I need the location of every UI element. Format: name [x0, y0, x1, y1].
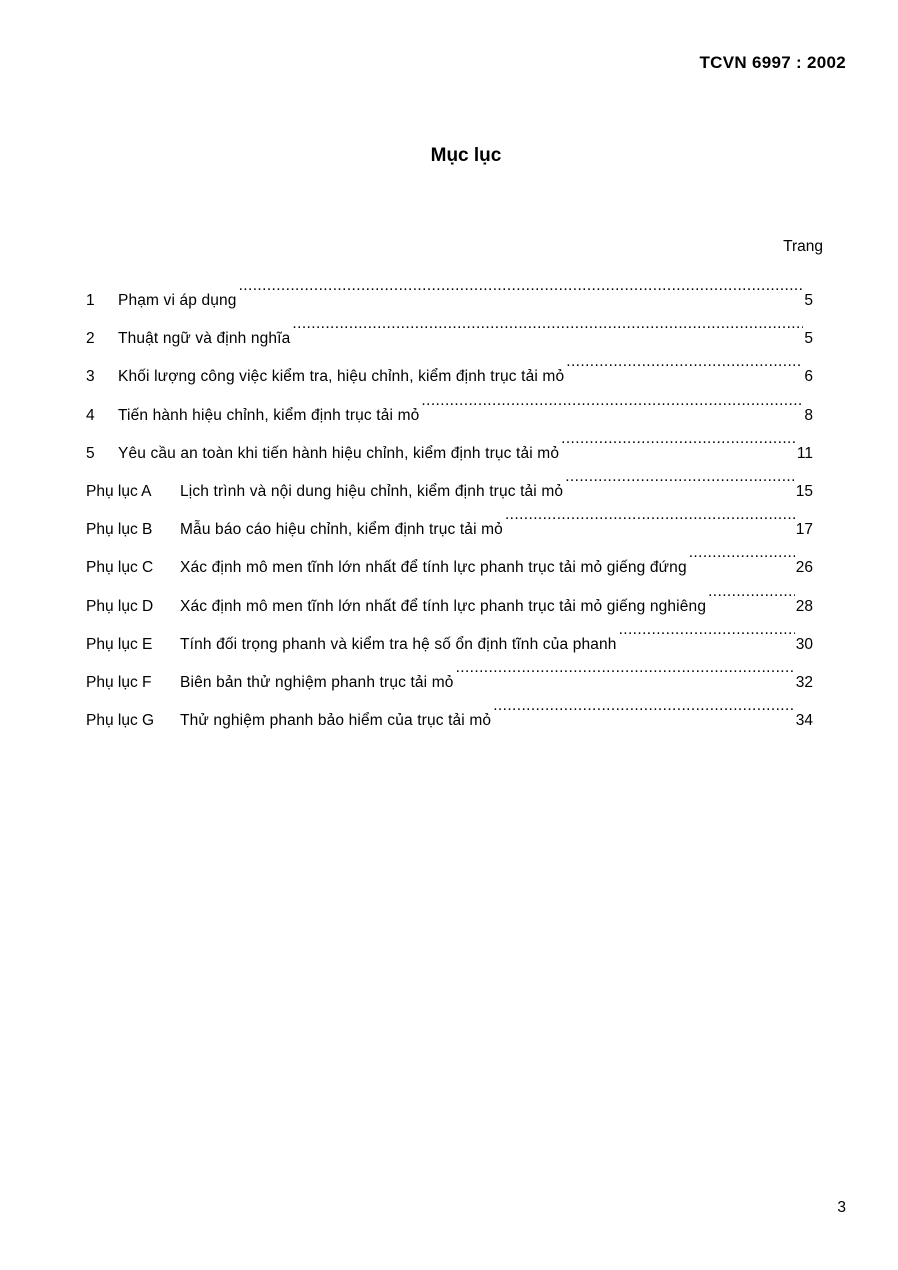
toc-entry-title: Thử nghiệm phanh bảo hiểm của trục tải mỏ — [180, 712, 492, 730]
toc-entry-page: 30 — [795, 635, 813, 653]
toc-entry-number: Phụ lục B — [86, 521, 153, 539]
toc-entry-title: Mẫu báo cáo hiệu chỉnh, kiểm định trục tải mỏ — [180, 521, 503, 539]
dot-leader — [708, 573, 795, 611]
toc-entry-number: 2 — [86, 330, 95, 348]
toc-entry-title: Xác định mô men tĩnh lớn nhất để tính lực phanh trục tải mỏ giếng nghiêng — [180, 597, 707, 615]
toc-entry — [86, 267, 813, 309]
toc-entry-number: 4 — [86, 406, 95, 424]
toc-entry-page: 5 — [804, 292, 813, 309]
toc-entry-number: Phụ lục F — [86, 673, 152, 691]
toc-entry-number: 5 — [86, 444, 95, 462]
toc-entry-number: Phụ lục G — [86, 712, 155, 730]
toc-entry-title: Tiến hành hiệu chỉnh, kiểm định trục tải mỏ — [118, 406, 420, 424]
dot-leader — [561, 420, 796, 458]
toc-entry-page: 11 — [796, 444, 813, 462]
toc-entry-page: 26 — [795, 559, 813, 577]
toc-entry-title: Tính đối trọng phanh và kiểm tra hệ số ổn định tĩnh của phanh — [180, 635, 617, 653]
toc-entry-title: Phạm vi áp dụng — [118, 292, 237, 309]
dot-leader — [689, 534, 795, 572]
dot-leader — [566, 343, 803, 381]
toc-entry-page: 5 — [804, 330, 813, 348]
page-column-label: Trang — [783, 238, 823, 255]
toc-entry-number: Phụ lục E — [86, 635, 153, 653]
toc-entry-page: 34 — [795, 712, 813, 730]
dot-leader — [292, 305, 803, 343]
toc-entry-page: 8 — [804, 406, 813, 424]
toc-entry-number: Phụ lục A — [86, 482, 152, 500]
dot-leader — [493, 687, 795, 725]
dot-leader — [421, 382, 803, 420]
toc-entry-number: Phụ lục C — [86, 559, 154, 577]
toc-entry-title: Yêu cầu an toàn khi tiến hành hiệu chỉnh, kiểm định trục tải mỏ — [118, 444, 560, 462]
toc-entry-title: Lịch trình và nội dung hiệu chỉnh, kiểm định trục tải mỏ — [180, 482, 564, 500]
toc-entry-page: 17 — [795, 521, 813, 539]
toc-entry-title: Khối lượng công việc kiểm tra, hiệu chỉnh, kiểm định trục tải mỏ — [118, 368, 565, 386]
toc-entry-title: Xác định mô men tĩnh lớn nhất để tính lực phanh trục tải mỏ giếng đứng — [180, 559, 687, 577]
toc-entry-page: 28 — [795, 597, 813, 615]
document-code: TCVN 6997 : 2002 — [699, 53, 846, 72]
dot-leader — [456, 649, 795, 687]
toc-entry-number: 1 — [86, 292, 95, 309]
toc-entry-title: Thuật ngữ và định nghĩa — [118, 330, 291, 348]
toc-entry-title: Biên bản thử nghiệm phanh trục tải mỏ — [180, 673, 454, 691]
toc-entry-number: 3 — [86, 368, 95, 386]
toc-entry-page: 32 — [795, 673, 813, 691]
dot-leader — [565, 458, 795, 496]
dot-leader — [505, 496, 795, 534]
toc-entry-page: 6 — [804, 368, 813, 386]
dot-leader — [619, 611, 795, 649]
toc-entry-page: 15 — [795, 482, 813, 500]
toc-list — [86, 267, 813, 730]
toc-title: Mục lục — [430, 145, 502, 166]
dot-leader — [239, 267, 804, 305]
toc-entry-number: Phụ lục D — [86, 597, 154, 615]
page-number: 3 — [837, 1199, 846, 1216]
